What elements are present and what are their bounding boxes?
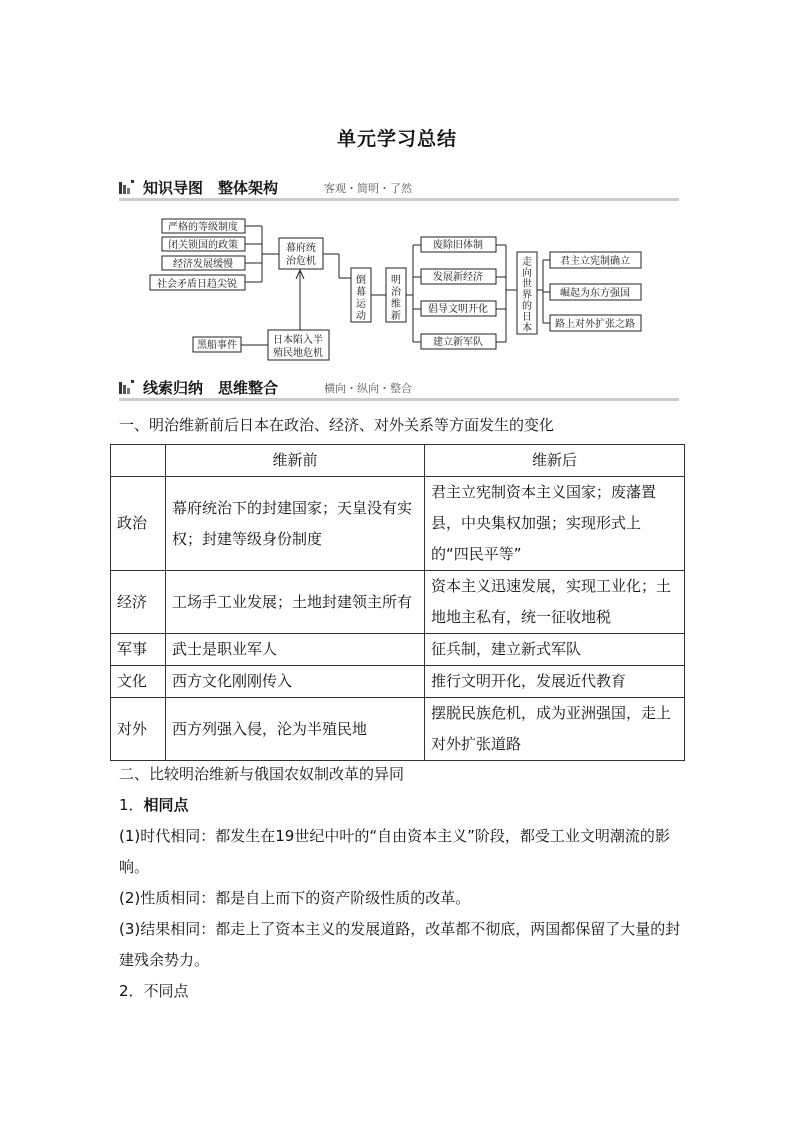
row-label: 文化 bbox=[111, 666, 166, 698]
japan-crisis-line2: 殖民地危机 bbox=[273, 348, 323, 359]
world-char: 的 bbox=[522, 301, 532, 312]
table-row bbox=[111, 698, 685, 761]
section-marker-icon bbox=[119, 380, 135, 394]
world-char: 世 bbox=[522, 279, 532, 290]
row-before: 幕府统治下的封建国家；天皇没有实权；封建等级身份制度 bbox=[166, 477, 425, 571]
section-subtitle: 横向・纵向・整合 bbox=[324, 382, 412, 395]
part2-heading: 二、比较明治维新与俄国农奴制改革的异同 bbox=[119, 765, 405, 783]
section-title: 线索归纳 思维整合 bbox=[143, 379, 279, 397]
bakufu-crisis-line2: 治危机 bbox=[286, 256, 316, 267]
meiji-char: 明 bbox=[391, 275, 401, 286]
reform-2: 发展新经济 bbox=[433, 272, 483, 283]
header-cell-empty bbox=[111, 445, 166, 477]
row-before: 武士是职业军人 bbox=[166, 634, 425, 666]
cause-3: 经济发展缓慢 bbox=[173, 259, 233, 270]
table-row bbox=[111, 634, 685, 666]
similarities-label: 相同点 bbox=[143, 796, 189, 814]
page-title: 单元学习总结 bbox=[336, 128, 457, 150]
comparison-intro: 一、明治维新前后日本在政治、经济、对外关系等方面发生的变化 bbox=[119, 416, 555, 434]
overthrow-char: 倒 bbox=[356, 275, 366, 286]
meiji-char: 维 bbox=[391, 299, 401, 310]
knowledge-map-diagram bbox=[0, 0, 794, 380]
world-char: 走 bbox=[522, 257, 532, 268]
header-cell-before: 维新前 bbox=[166, 445, 425, 477]
table-header-row bbox=[111, 445, 685, 477]
result-1: 君主立宪制确立 bbox=[560, 256, 630, 267]
world-char: 界 bbox=[522, 290, 532, 301]
header-cell-after: 维新后 bbox=[425, 445, 685, 477]
row-label: 军事 bbox=[111, 634, 166, 666]
table-row bbox=[111, 666, 685, 698]
row-label: 对外 bbox=[111, 698, 166, 761]
comparison-table bbox=[110, 444, 685, 761]
row-after: 推行文明开化，发展近代教育 bbox=[425, 666, 685, 698]
overthrow-char: 幕 bbox=[356, 287, 366, 298]
world-char: 日 bbox=[522, 312, 532, 323]
row-after: 摆脱民族危机，成为亚洲强国，走上对外扩张道路 bbox=[425, 698, 685, 761]
table-row bbox=[111, 571, 685, 634]
result-2: 崛起为东方强国 bbox=[560, 288, 630, 299]
section-divider bbox=[119, 398, 679, 401]
similarities-heading bbox=[119, 790, 689, 821]
similarity-point-2: (2)性质相同：都是自上而下的资产阶级性质的改革。 bbox=[119, 889, 471, 907]
world-char: 向 bbox=[522, 268, 532, 279]
black-ships-event: 黑船事件 bbox=[197, 340, 237, 351]
row-after: 资本主义迅速发展，实现工业化；土地地主私有，统一征收地税 bbox=[425, 571, 685, 634]
row-label: 经济 bbox=[111, 571, 166, 634]
meiji-char: 新 bbox=[391, 311, 401, 322]
result-3: 路上对外扩张之路 bbox=[555, 319, 635, 330]
cause-4: 社会矛盾日趋尖锐 bbox=[157, 279, 237, 290]
reform-3: 倡导文明开化 bbox=[428, 304, 488, 315]
similarity-point-3: (3)结果相同：都走上了资本主义的发展道路，改革都不彻底，两国都保留了大量的封建残余势力。 bbox=[119, 920, 681, 969]
similarity-point-1: (1)时代相同：都发生在19世纪中叶的“自由资本主义”阶段，都受工业文明潮流的影响。 bbox=[119, 827, 670, 876]
row-after: 征兵制，建立新式军队 bbox=[425, 634, 685, 666]
reform-4: 建立新军队 bbox=[433, 337, 483, 348]
row-after: 君主立宪制资本主义国家；废藩置县，中央集权加强；实现形式上的“四民平等” bbox=[425, 477, 685, 571]
japan-crisis-line1: 日本陷入半 bbox=[273, 335, 323, 346]
world-char: 本 bbox=[522, 323, 532, 334]
bakufu-crisis-line1: 幕府统 bbox=[286, 243, 316, 254]
table-row bbox=[111, 477, 685, 571]
section-subtitle: 客观・简明・了然 bbox=[324, 182, 412, 195]
reform-1: 废除旧体制 bbox=[433, 240, 483, 251]
meiji-char: 治 bbox=[391, 287, 401, 298]
row-before: 西方列强入侵，沦为半殖民地 bbox=[166, 698, 425, 761]
row-label: 政治 bbox=[111, 477, 166, 571]
row-before: 西方文化刚刚传入 bbox=[166, 666, 425, 698]
differences-heading: 2．不同点 bbox=[119, 982, 189, 1000]
section-title: 知识导图 整体架构 bbox=[143, 179, 279, 197]
similarities-number: 1． bbox=[119, 796, 144, 814]
overthrow-char: 运 bbox=[356, 299, 366, 310]
cause-2: 闭关锁国的政策 bbox=[168, 240, 238, 251]
section-header-clue-summary bbox=[119, 377, 679, 399]
row-before: 工场手工业发展；土地封建领主所有 bbox=[166, 571, 425, 634]
overthrow-char: 动 bbox=[356, 311, 366, 322]
cause-1: 严格的等级制度 bbox=[168, 222, 238, 233]
